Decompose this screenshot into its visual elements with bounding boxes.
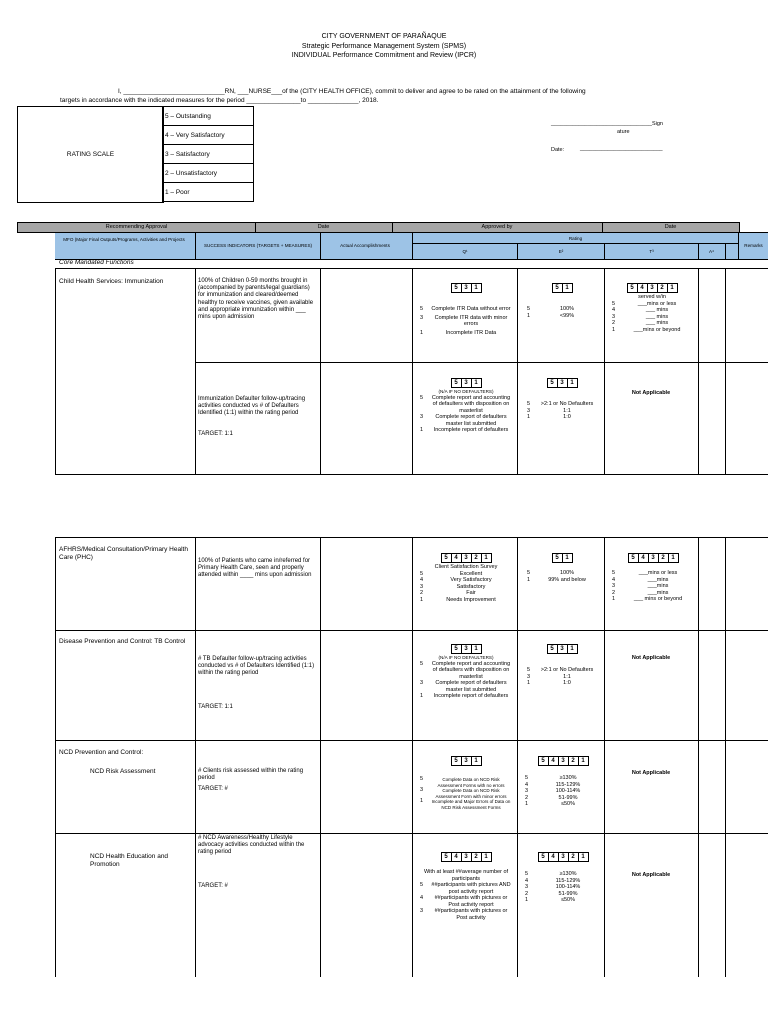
rating-scale-label: RATING SCALE — [17, 106, 164, 203]
date-line[interactable]: ___________________________ — [580, 146, 663, 152]
col-e: E² — [558, 249, 564, 254]
rating-scale-item: 1 – Poor — [163, 183, 254, 202]
q-rating-ncd-risk: 5 3 1 5 Complete Data on NCD Risk Assessment Forms with no errors 3 Complete Data on NCD Risk Assessment Form with minor errors 1 Incomplete and Major Errors of Data on NCD Risk Assessment Forms — [420, 758, 511, 810]
si-immunization-target: TARGET: 1:1 — [198, 431, 233, 437]
header-subtitle: Strategic Performance Management System (SPMS) — [301, 43, 467, 50]
col-t: T³ — [649, 249, 654, 254]
t-not-applicable: Not Applicable — [631, 390, 671, 396]
col-remarks: Remarks — [744, 243, 763, 248]
q-rating-tb: 5 3 1 (N/A IF NO DEFAULTERS) 5 Complete report and accounting of defaulters with disposition on masterlist 3 Complete report of defaulters master list submitted 1 Incomplete report of defaulters — [420, 646, 511, 700]
q-rating-immunization: 5 3 1 5 Complete ITR Data without error 3 Complete ITR data with minor errors 1 Incomplete ITR Data — [420, 285, 511, 336]
commitment-line-1: I, ____________________________RN, ___NURSE___of the (CITY HEALTH OFFICE), commit to deliver and agree to be rated on the attainment of the following — [118, 88, 586, 95]
date-header-1: Date — [317, 224, 330, 230]
t-not-applicable: Not Applicable — [631, 655, 671, 661]
col-q: Q¹ — [462, 249, 468, 254]
rating-scale-item: 3 – Satisfactory — [163, 145, 254, 164]
e-rating-afhrs: 5 1 5 100% 1 99% and below — [527, 555, 586, 583]
t-rating-immunization: 5 4 3 2 1 served w/in 5 ___mins or less 4 ___ mins 3 ___ mins 2 ___ mins 1 ___mins or beyond — [612, 285, 681, 333]
mfo-afhrs: AFHRS/Medical Consultation/Primary Health Care (PHC) — [59, 546, 188, 561]
mfo-immunization: Child Health Services: Immunization — [59, 278, 164, 285]
signature-line-cont: ature — [617, 129, 630, 135]
approved-by: Approved by — [481, 224, 513, 230]
header-form-name: INDIVIDUAL Performance Commitment and Review (IPCR) — [291, 52, 477, 59]
si-tb-defaulter: # TB Defaulter follow-up/tracing activities conducted vs # of Defaulters Identified (1:1) within the rating period — [198, 656, 315, 677]
t-rating-afhrs: 5 4 3 2 1 5 ___mins or less 4 ___mins 3 ___mins 2 ___mins 1 ___ mins or beyond — [612, 555, 683, 602]
col-a: A⁴ — [708, 249, 715, 254]
e-rating-immunization: 5 1 5 100% 1 <99% — [527, 285, 575, 319]
recommending-approval: Recommending Approval — [105, 224, 168, 230]
q-rating-defaulter: 5 3 1 (N/A IF NO DEFAULTERS) 5 Complete report and accounting of defaulters with disposition on masterlist 3 Complete report of defaulters master list submitted 1 Incomplete report of defaulters — [420, 380, 511, 434]
e-rating-ncd-education: 5 4 3 2 1 5 ≥130% 4 115-129% 3 100-114% 2 51-99% 1 ≤50% — [525, 845, 601, 904]
e-rating-tb: 5 3 1 5 >2:1 or No Defaulters 3 1:1 1 1:0 — [527, 646, 594, 686]
e-rating-defaulter: 5 3 1 5 >2:1 or No Defaulters 3 1:1 1 1:0 — [527, 380, 594, 420]
si-ncd-advocacy: # NCD Awareness/Healthy Lifestyle advocacy activities conducted within the rating period — [198, 835, 305, 856]
mfo-ncd-heading: NCD Prevention and Control: — [59, 749, 144, 756]
mfo-ncd-health-education: NCD Health Education and Promotion — [90, 853, 169, 868]
si-ncd-risk: # Clients risk assessed within the rating period — [198, 768, 304, 782]
si-immunization: 100% of Children 0-59 months brought in (accompanied by parents/legal guardians) for immunization and cleared/deemed healthy to receive vaccines, given available and appropriate immunization within ___ mins upon admission — [198, 278, 314, 321]
mfo-tb-control: Disease Prevention and Control: TB Control — [59, 638, 186, 645]
section-title: Core Mandated Functions — [59, 259, 134, 266]
si-ncd-advocacy-target: TARGET: # — [198, 883, 228, 889]
rating-scale-item: 2 – Unsatisfactory — [163, 164, 254, 183]
mfo-ncd-risk-assessment: NCD Risk Assessment — [90, 768, 156, 775]
col-rating: Rating — [568, 236, 583, 241]
signature-line[interactable]: _________________________________Sign — [551, 121, 663, 127]
si-ncd-risk-target: TARGET: # — [198, 786, 228, 792]
rating-scale-table — [162, 106, 254, 202]
e-rating-ncd-risk: 5 4 3 2 1 5 ≥130% 4 115-129% 3 100-114% 2 51-99% 1 ≤50% — [525, 749, 601, 808]
date-header-2: Date — [664, 224, 677, 230]
rating-scale-item: 4 – Very Satisfactory — [163, 126, 254, 145]
t-not-applicable: Not Applicable — [631, 872, 671, 878]
col-actual: Actual Accomplishments — [340, 243, 390, 248]
header-title: CITY GOVERNMENT OF PARAÑAQUE — [321, 33, 447, 40]
date-label: Date: — [551, 147, 565, 153]
t-not-applicable: Not Applicable — [631, 770, 671, 776]
rating-scale-boxes: 5 3 1 — [451, 283, 482, 293]
commitment-line-2: targets in accordance with the indicated measures for the period _______________to ______________, 2018. — [60, 97, 379, 104]
col-mfo: MFO (Major Final Outputs/Programs, Activities and Projects — [63, 237, 185, 242]
q-rating-afhrs: 5 4 3 2 1 Client Satisfaction Survey 5 Excellent 4 Very Satisfactory 3 Satisfactory 2 Fair 1 Needs Improvement — [420, 555, 498, 603]
si-afhrs: 100% of Patients who came in/referred for Primary Health Care, seen and properly attended within ____ mins upon admission — [198, 558, 312, 579]
si-tb-target: TARGET: 1:1 — [198, 704, 233, 710]
column-headers — [55, 232, 768, 260]
si-immunization-defaulter: Immunization Defaulter follow-up/tracing activities conducted vs # of Defaulters Identified (1:1) within the rating period — [198, 396, 306, 417]
col-success-indicators: SUCCESS INDICATORS (TARGETS + MEASURES) — [203, 243, 313, 248]
q-rating-ncd-education: 5 4 3 2 1 With at least ##average number of participants 5 ##participants with pictures AND post activity report 4 ##participants with pictures or Post activity report 3 ##participants with pictures or Post activity — [420, 854, 511, 921]
rating-scale-item: 5 – Outstanding — [163, 107, 254, 126]
